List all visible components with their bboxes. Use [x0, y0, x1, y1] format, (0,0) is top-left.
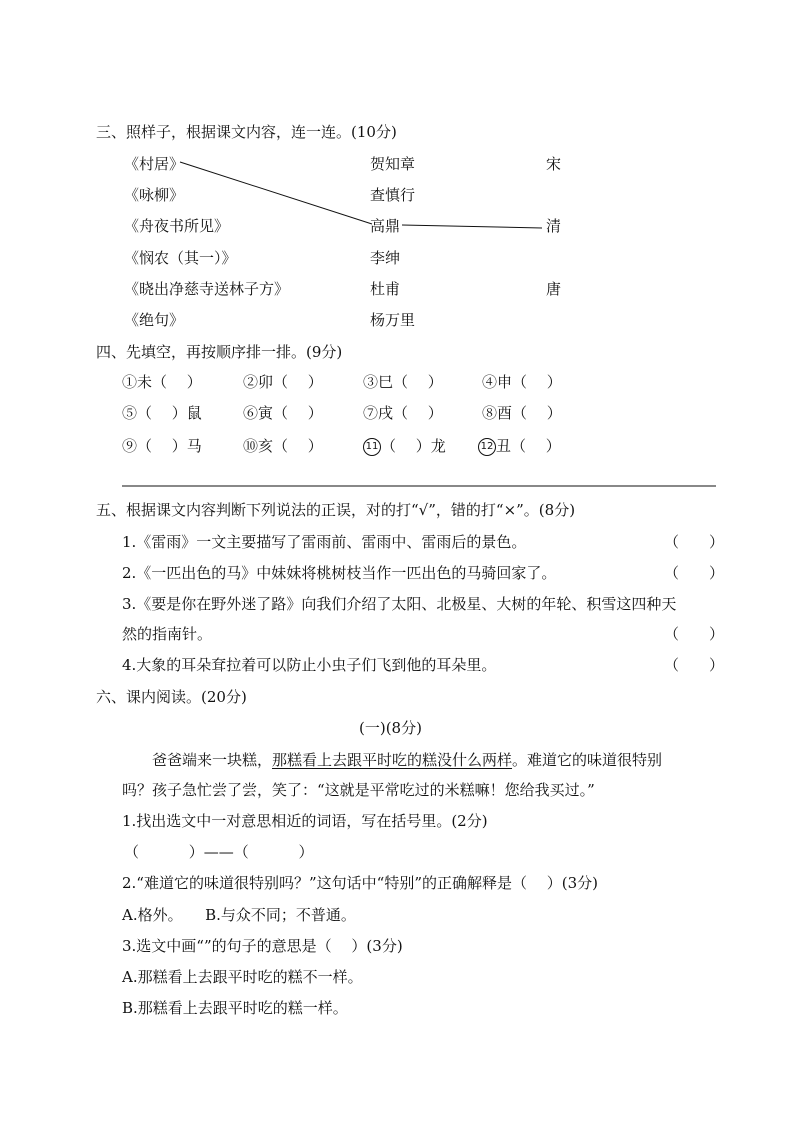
circled-number-12: 12 [478, 438, 496, 456]
judge-question: 4.大象的耳朵耷拉着可以防止小虫子们飞到他的耳朵里。 [122, 656, 497, 674]
answer-option: A.那糕看上去跟平时吃的糕不一样。 [122, 968, 363, 986]
section-5-heading: 五、根据课文内容判断下列说法的正误，对的打“√”，错的打“×”。(8分) [96, 501, 576, 519]
author-name: 贺知章 [370, 155, 416, 173]
poem-title: 《村居》 [124, 155, 185, 173]
author-name: 查慎行 [370, 186, 416, 204]
zodiac-blank-text: （ ）龙 [381, 437, 446, 455]
match-line-author-dynasty [402, 225, 542, 228]
judge-question-cont: 然的指南针。 [122, 625, 213, 643]
poem-title: 《舟夜书所见》 [124, 217, 230, 235]
answer-blank: （ ）——（ ） [124, 843, 314, 861]
reading-question: 1.找出选文中一对意思相近的词语，写在括号里。(2分) [122, 812, 488, 830]
circled-number-11: 11 [363, 438, 381, 456]
reading-question: 2.“难道它的味道很特别吗？”这句话中“特别”的正确解释是（ ）(3分) [122, 874, 599, 892]
poem-title: 《晓出净慈寺送林子方》 [124, 280, 290, 298]
poem-title: 《绝句》 [124, 311, 185, 329]
passage-text: 爸爸端来一块糕， [152, 751, 273, 769]
poem-title: 《悯农（其一）》 [124, 249, 237, 267]
section-3-heading: 三、照样子，根据课文内容，连一连。(10分) [96, 123, 397, 141]
zodiac-blank: ①未（ ） [122, 373, 202, 391]
underlined-sentence: 那糕看上去跟平时吃的糕没什么两样 [272, 751, 513, 769]
dynasty-name: 清 [546, 217, 562, 235]
section-6-heading: 六、课内阅读。(20分) [96, 688, 247, 706]
author-name: 高鼎 [370, 217, 401, 235]
match-line-poem-author [180, 162, 372, 224]
dynasty-name: 宋 [546, 155, 562, 173]
zodiac-blank: ⑧酉（ ） [482, 404, 562, 422]
reading-subheading: (一)(8分) [359, 719, 422, 737]
passage-line-1 [152, 750, 662, 770]
dynasty-name: 唐 [546, 280, 562, 298]
passage-text: 。难道它的味道很特别 [512, 751, 663, 769]
zodiac-blank: ④申（ ） [482, 373, 562, 391]
answer-option: B.那糕看上去跟平时吃的糕一样。 [122, 999, 348, 1017]
zodiac-blank: ⑩亥（ ） [243, 437, 323, 455]
answer-parens: （ ） [664, 533, 725, 551]
answer-parens: （ ） [664, 656, 725, 674]
zodiac-blank-11 [363, 436, 446, 456]
zodiac-blank: ⑦戌（ ） [363, 404, 443, 422]
answer-options: A.格外。 B.与众不同；不普通。 [122, 906, 356, 924]
reading-question: 3.选文中画“”的句子的意思是（ ）(3分) [122, 937, 403, 955]
judge-question: 3.《要是你在野外迷了路》向我们介绍了太阳、北极星、大树的年轮、积雪这四种天 [122, 595, 677, 613]
zodiac-blank: ②卯（ ） [243, 373, 323, 391]
passage-line-2: 吗？孩子急忙尝了尝，笑了：“这就是平常吃过的米糕嘛！您给我买过。” [122, 781, 595, 799]
zodiac-blank: ⑨（ ）马 [122, 437, 202, 455]
poem-title: 《咏柳》 [124, 186, 185, 204]
author-name: 李绅 [370, 249, 401, 267]
zodiac-blank-12 [478, 436, 561, 456]
author-name: 杨万里 [370, 311, 416, 329]
zodiac-blank: ⑤（ ）鼠 [122, 404, 202, 422]
zodiac-blank: ③巳（ ） [363, 373, 443, 391]
zodiac-blank: ⑥寅（ ） [243, 404, 323, 422]
judge-question: 1.《雷雨》一文主要描写了雷雨前、雷雨中、雷雨后的景色。 [122, 533, 527, 551]
zodiac-blank-text: 丑（ ） [496, 437, 561, 455]
judge-question: 2.《一匹出色的马》中妹妹将桃树枝当作一匹出色的马骑回家了。 [122, 564, 557, 582]
answer-parens: （ ） [664, 564, 725, 582]
answer-parens: （ ） [664, 625, 725, 643]
section-4-heading: 四、先填空，再按顺序排一排。(9分) [96, 343, 343, 361]
author-name: 杜甫 [370, 280, 401, 298]
